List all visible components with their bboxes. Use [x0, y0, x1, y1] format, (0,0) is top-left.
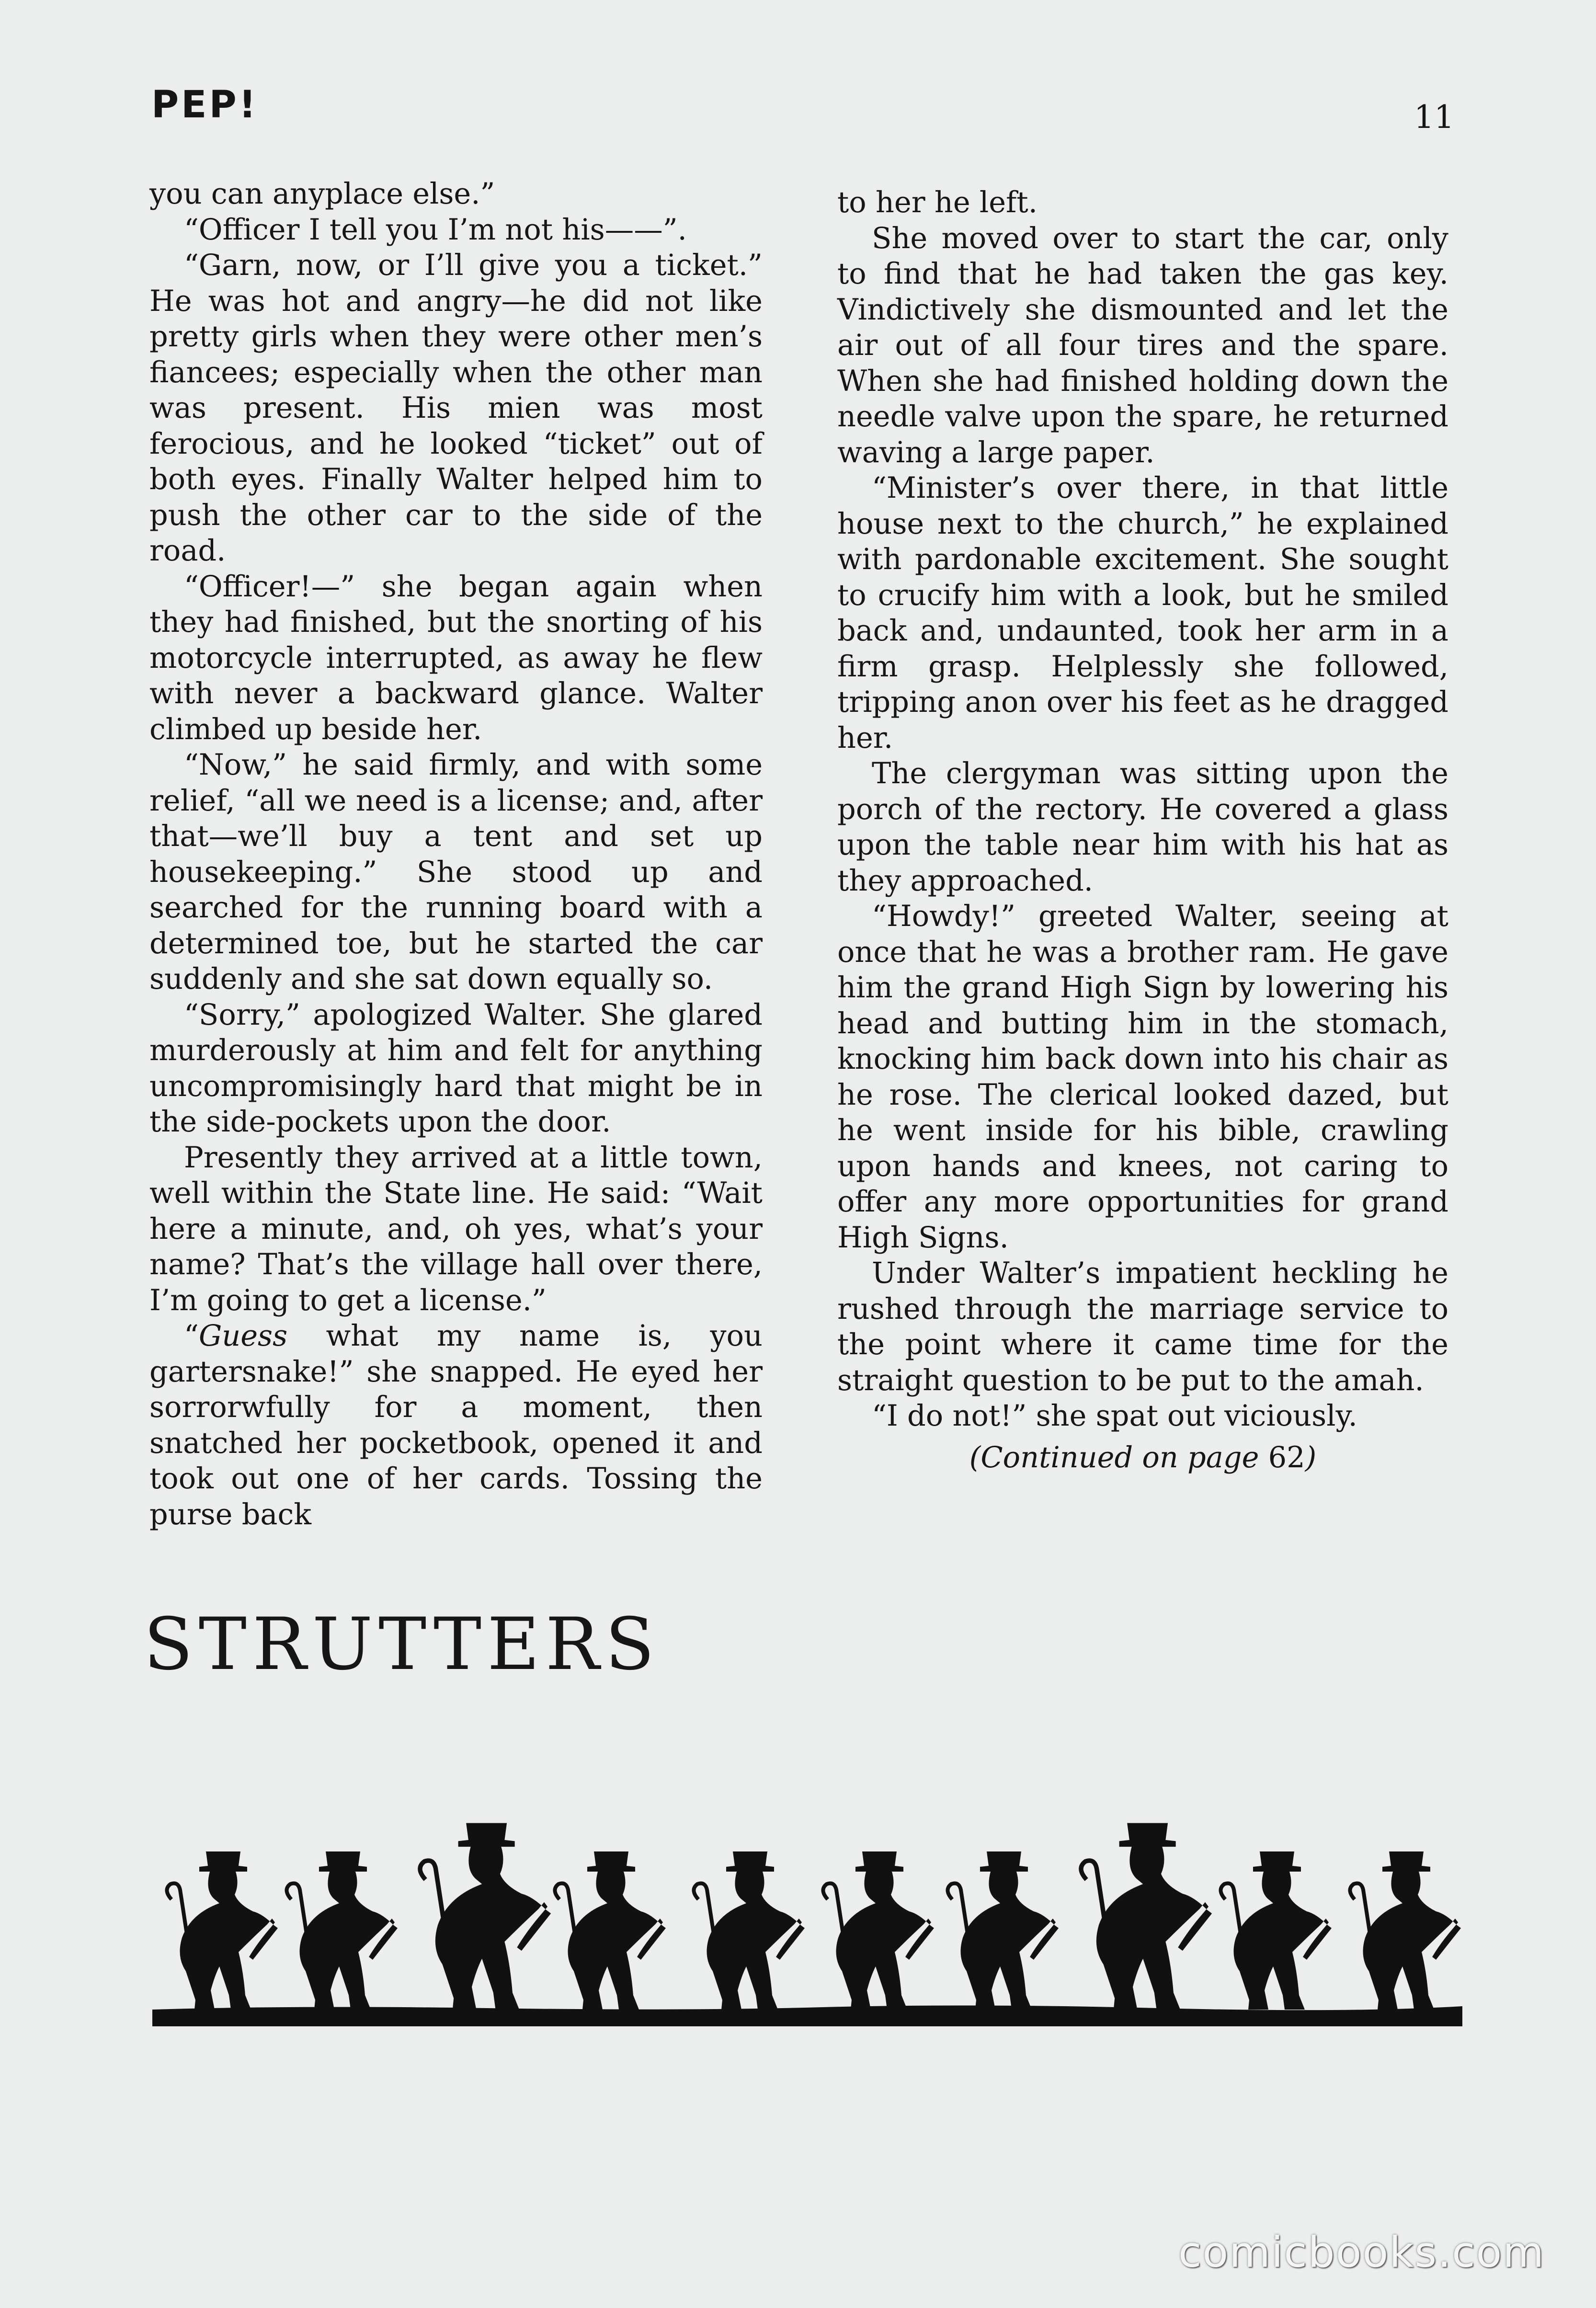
continued-note: (Continued on page 62)	[969, 1440, 1317, 1474]
story-column-left	[149, 176, 763, 1532]
paragraph: She moved over to start the car, only to find that he had taken the gas key. Vindictively she dismounted and let the air out of all four tires and the spare. When she had finished holding down the needle valve upon the spare, he returned waving a large paper.	[837, 221, 1448, 469]
emphasis-word: Guess	[198, 1319, 288, 1353]
strutter-figure	[694, 1851, 805, 2010]
strutter-figure	[1350, 1851, 1461, 2010]
paragraph: “Garn, now, or I’ll give you a ticket.” He was hot and angry—he did not like pretty girls when they were other men’s fiancees; especially when the other man was present. His mien was most ferocious, and he looked “ticket” out of both eyes. Finally Walter helped him to push the other car to the side of the road.	[149, 249, 763, 568]
strutter-figure	[167, 1851, 278, 2010]
illustration-title: STRUTTERS	[144, 1603, 661, 1686]
paragraph: “Now,” he said firmly, and with some relief, “all we need is a license; and, after that—we’ll buy a tent and set up housekeeping.” She stood up and searched for the running board with a determined toe, but he started the car suddenly and she sat down equally so.	[149, 748, 763, 996]
paragraph: you can anyplace else.”	[149, 177, 495, 211]
paragraph: to her he left.	[837, 186, 1037, 219]
magazine-title: PEP!	[151, 83, 259, 126]
paragraph: “Sorry,” apologized Walter. She glared murderously at him and felt for anything uncompromisingly hard that might be in the side-pockets upon the door.	[149, 998, 763, 1139]
paragraph: Under Walter’s impatient heckling he rushed through the marriage service to the point where it came time for the straight question to be put to the amah.	[837, 1257, 1448, 1397]
paragraph: “Minister’s over there, in that little house next to the church,” he explained with pardonable excitement. She sought to crucify him with a look, but he smiled back and, undaunted, took her arm in a firm grasp. Helplessly she followed, tripping anon over his feet as he dragged her.	[837, 471, 1448, 755]
strutter-figure	[1081, 1823, 1212, 2010]
page-number: 11	[1414, 99, 1454, 136]
paragraph: Presently they arrived at a little town, well within the State line. He said: “Wait here a minute, and, oh yes, what’s your name? That’s the village hall over there, I’m going to get a license.”	[149, 1141, 763, 1317]
story-column-right	[837, 185, 1448, 1475]
paragraph: “I do not!” she spat out viciously.	[872, 1399, 1357, 1433]
paragraph: The clergyman was sitting upon the porch of the rectory. He covered a glass upon the table near him with his hat as they approached.	[837, 757, 1448, 898]
paragraph: “Officer!—” she began again when they had finished, but the snorting of his motorcycle interrupted, as away he flew with never a backward glance. Walter climbed up beside her.	[149, 570, 763, 746]
paragraph: “Guess what my name is, you gartersnake!” she snapped. He eyed her sorrorwfully for a moment, then snatched her pocketbook, opened it and took out one of her cards. Tossing the purse back	[149, 1319, 763, 1531]
paragraph-text: what my name is, you gartersnake!” she snapped. He eyed her sorrorwfully for a moment, then snatched her pocketbook, opened it and took out one of her cards. Tossing the purse back	[149, 1319, 763, 1531]
strutters-silhouette-illustration	[152, 1816, 1462, 2026]
strutter-figure	[286, 1851, 398, 2010]
strutter-figure	[947, 1851, 1059, 2010]
strutter-figure	[823, 1851, 934, 2010]
paragraph: “Howdy!” greeted Walter, seeing at once that he was a brother ram. He gave him the grand High Sign by lowering his head and butting him in the stomach, knocking him back down into his chair as he rose. The clerical looked dazed, but he went inside for his bible, crawling upon hands and knees, not caring to offer any more opportunities for grand High Signs.	[837, 900, 1448, 1255]
strutter-figure	[1220, 1851, 1332, 2010]
paragraph: “Officer I tell you I’m not his——”.	[184, 213, 687, 247]
watermark: comicbooks.com	[1178, 2228, 1545, 2277]
strutter-figure	[420, 1823, 551, 2010]
strutter-figure	[555, 1851, 666, 2010]
